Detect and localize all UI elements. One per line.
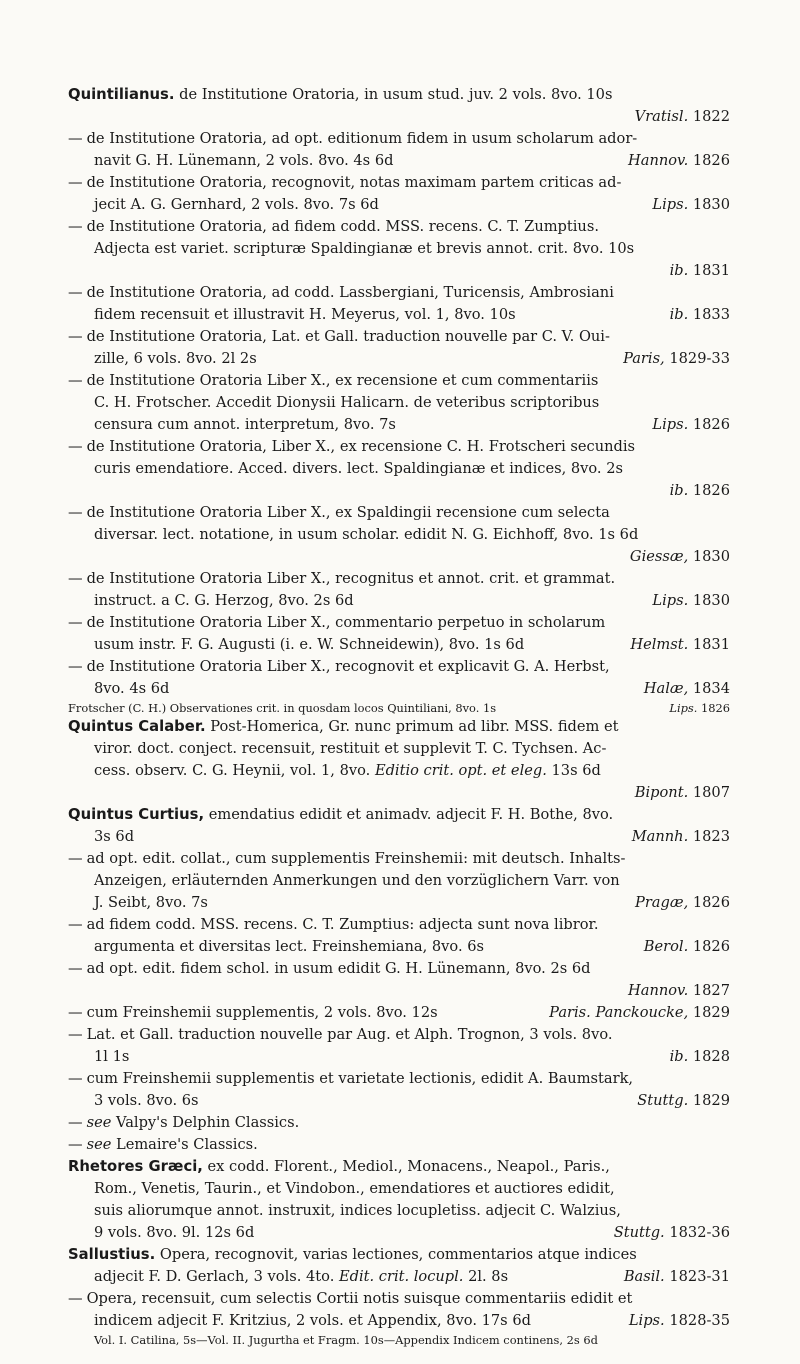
entry-text: viror. doct. conject. recensuit, restituit et supplevit T. C. Tychsen. Ac- — [94, 740, 607, 757]
entry-liber-x-eichhoff — [68, 502, 730, 568]
entry-text: de Institutione Oratoria Liber X., recognitus et annot. crit. et grammat. — [86, 570, 616, 587]
entry-quintus-calaber — [68, 716, 730, 804]
imprint-year: 1822 — [692, 108, 730, 125]
imprint-place: Lips. — [652, 416, 689, 433]
imprint-year: 1829-33 — [669, 350, 730, 367]
entry-text: 9 vols. 8vo. 9l. 12s 6d — [94, 1224, 255, 1241]
entry-quintilianus-1822 — [68, 84, 730, 128]
entry-sallustius-gerlach — [68, 1244, 730, 1288]
entry-text: Valpy's Delphin Classics. — [116, 1114, 300, 1131]
entry-text: cess. observ. C. G. Heynii, vol. 1, 8vo. — [94, 762, 371, 779]
entry-institutione-1829-33 — [68, 326, 730, 370]
entry-curtius-lunemann — [68, 958, 730, 1002]
catalogue-page — [68, 84, 730, 1348]
entry-heading: Rhetores Græci, — [68, 1158, 203, 1175]
imprint-place: Halæ, — [643, 680, 689, 697]
imprint-place: Hannov. — [628, 982, 689, 999]
imprint-place: Lips. — [628, 1312, 665, 1329]
imprint-year: 1828-35 — [669, 1312, 730, 1329]
entry-sallustius-volumes-note — [68, 1332, 730, 1348]
entry-text: emendatius edidit et animadv. adjecit F. H. Bothe, 8vo. — [208, 806, 614, 823]
entry-institutione-1830 — [68, 172, 730, 216]
imprint-year: 1823 — [692, 828, 730, 845]
ditto-dash: — — [68, 1136, 83, 1153]
imprint-place: Hannov. — [628, 152, 689, 169]
entry-text: ad fidem codd. MSS. recens. C. T. Zumptius: adjecta sunt nova libror. — [86, 916, 599, 933]
entry-text: argumenta et diversitas lect. Freinshemiana, 8vo. 6s — [94, 938, 484, 955]
entry-text: suis aliorumque annot. instruxit, indices locupletiss. adjecit C. Walzius, — [94, 1202, 621, 1219]
entry-institutione-1833 — [68, 282, 730, 326]
imprint-year: 1828 — [692, 1048, 730, 1065]
ditto-dash: — — [68, 570, 83, 587]
entry-text: 1l 1s — [94, 1048, 130, 1065]
entry-curtius-seibt — [68, 848, 730, 914]
entry-liber-x-frotscher — [68, 370, 730, 436]
entry-quintus-curtius — [68, 804, 730, 848]
entry-text: Rom., Venetis, Taurin., et Vindobon., emendatiores et auctiores edidit, — [94, 1180, 615, 1197]
entry-institutione-1826 — [68, 128, 730, 172]
imprint-place: Mannh. — [631, 828, 689, 845]
entry-text: de Institutione Oratoria, ad codd. Lassbergiani, Turicensis, Ambrosiani — [86, 284, 614, 301]
entry-text: zille, 6 vols. 8vo. 2l 2s — [94, 350, 257, 367]
entry-text: de Institutione Oratoria, recognovit, notas maximam partem criticas ad- — [86, 174, 622, 191]
imprint-place: Stuttg. — [637, 1092, 689, 1109]
entry-text: Vol. I. Catilina, 5s—Vol. II. Jugurtha et Fragm. 10s—Appendix Indicem continens, 2s 6d — [94, 1333, 598, 1347]
entry-text: instruct. a C. G. Herzog, 8vo. 2s 6d — [94, 592, 354, 609]
entry-liber-x-augusti — [68, 612, 730, 656]
imprint-place: Lips. — [652, 196, 689, 213]
entry-text: C. H. Frotscher. Accedit Dionysii Halicarn. de veteribus scriptoribus — [94, 394, 600, 411]
imprint-place: Bipont. — [634, 784, 689, 801]
ditto-dash: — — [68, 1026, 83, 1043]
ditto-dash: — — [68, 328, 83, 345]
entry-liber-x-herbst — [68, 656, 730, 700]
entry-text: ad opt. edit. collat., cum supplementis Freinshemii: mit deutsch. Inhalts- — [86, 850, 626, 867]
imprint-year: 1826 — [692, 152, 730, 169]
imprint-year: 1827 — [692, 982, 730, 999]
entry-text: de Institutione Oratoria Liber X., ex recensione et cum commentariis — [86, 372, 599, 389]
entry-text: diversar. lect. notatione, in usum scholar. edidit N. G. Eichhoff, 8vo. 1s 6d — [94, 526, 639, 543]
entry-text: 3 vols. 8vo. 6s — [94, 1092, 199, 1109]
imprint-place: ib. — [669, 1048, 689, 1065]
entry-text: 8vo. 4s 6d — [94, 680, 170, 697]
imprint-place: ib. — [669, 262, 689, 279]
ditto-dash: — — [68, 284, 83, 301]
entry-text: fidem recensuit et illustravit H. Meyerus, vol. 1, 8vo. 10s — [94, 306, 516, 323]
imprint-place: Giessæ, — [629, 548, 689, 565]
ditto-dash: — — [68, 658, 83, 675]
ditto-dash: — — [68, 130, 83, 147]
entry-text: Post-Homerica, Gr. nunc primum ad libr. MSS. fidem et — [210, 718, 619, 735]
entry-curtius-trognon — [68, 1024, 730, 1068]
entry-liber-x-herzog — [68, 568, 730, 612]
imprint-year: 1833 — [692, 306, 730, 323]
imprint-place: ib. — [669, 482, 689, 499]
entry-text: navit G. H. Lünemann, 2 vols. 8vo. 4s 6d — [94, 152, 394, 169]
ditto-dash: — — [68, 1004, 83, 1021]
entry-text: de Institutione Oratoria, Liber X., ex recensione C. H. Frotscheri secundis — [86, 438, 636, 455]
entry-text: de Institutione Oratoria Liber X., ex Spaldingii recensione cum selecta — [86, 504, 610, 521]
ditto-dash: — — [68, 1070, 83, 1087]
see-reference: see — [86, 1114, 112, 1131]
ditto-dash: — — [68, 372, 83, 389]
edition-note: Editio crit. opt. et eleg. — [374, 762, 547, 779]
price: 2l. 8s — [468, 1268, 509, 1285]
imprint-year: 1829 — [692, 1092, 730, 1109]
entry-see-valpy — [68, 1112, 730, 1134]
imprint-year: 1830 — [692, 548, 730, 565]
entry-curtius-zumptius — [68, 914, 730, 958]
imprint-year: 1829 — [692, 1004, 730, 1021]
imprint-year: 1826 — [692, 482, 730, 499]
ditto-dash: — — [68, 174, 83, 191]
entry-text: Lat. et Gall. traduction nouvelle par Aug. et Alph. Trognon, 3 vols. 8vo. — [86, 1026, 613, 1043]
ditto-dash: — — [68, 916, 83, 933]
imprint-year: 1834 — [692, 680, 730, 697]
entry-text: 3s 6d — [94, 828, 135, 845]
see-reference: see — [86, 1136, 112, 1153]
entry-text: curis emendatiore. Acced. divers. lect. Spaldingianæ et indices, 8vo. 2s — [94, 460, 623, 477]
entry-liber-x-frotscheri — [68, 436, 730, 502]
entry-text: Adjecta est variet. scripturæ Spaldingianæ et brevis annot. crit. 8vo. 10s — [94, 240, 635, 257]
entry-text: Opera, recognovit, varias lectiones, commentarios atque indices — [159, 1246, 637, 1263]
imprint-place: Berol. — [643, 938, 689, 955]
entry-text: indicem adjecit F. Kritzius, 2 vols. et Appendix, 8vo. 17s 6d — [94, 1312, 531, 1329]
entry-text: Frotscher (C. H.) Observationes crit. in quosdam locos Quintiliani, 8vo. 1s — [68, 701, 497, 715]
entry-heading: Sallustius. — [68, 1246, 156, 1263]
imprint-place: Paris. Panckoucke, — [549, 1004, 689, 1021]
entry-text: cum Freinshemii supplementis et varietate lectionis, edidit A. Baumstark, — [86, 1070, 634, 1087]
entry-text: censura cum annot. interpretum, 8vo. 7s — [94, 416, 396, 433]
imprint-year: 1830 — [692, 592, 730, 609]
entry-heading: Quintilianus. — [68, 86, 175, 103]
entry-text: cum Freinshemii supplementis, 2 vols. 8vo. 12s — [86, 1004, 438, 1021]
edition-note: Edit. crit. locupl. — [338, 1268, 464, 1285]
entry-heading: Quintus Calaber. — [68, 718, 206, 735]
imprint-year: 1831 — [692, 636, 730, 653]
entry-text: ad opt. edit. fidem schol. in usum edidit G. H. Lünemann, 8vo. 2s 6d — [86, 960, 591, 977]
ditto-dash: — — [68, 614, 83, 631]
imprint-place: Stuttg. — [613, 1224, 665, 1241]
ditto-dash: — — [68, 960, 83, 977]
entry-institutione-1831 — [68, 216, 730, 282]
imprint-year: 1826 — [692, 894, 730, 911]
entry-text: Anzeigen, erläuternden Anmerkungen und den vorzüglichern Varr. von — [94, 872, 620, 889]
imprint-place: ib. — [669, 306, 689, 323]
imprint-year: 1830 — [692, 196, 730, 213]
ditto-dash: — — [68, 438, 83, 455]
imprint-place: Basil. — [623, 1268, 665, 1285]
entry-text: Lemaire's Classics. — [116, 1136, 258, 1153]
imprint-place: Pragæ, — [635, 894, 689, 911]
entry-text: J. Seibt, 8vo. 7s — [94, 894, 208, 911]
entry-text: Opera, recensuit, cum selectis Cortii notis suisque commentariis edidit et — [86, 1290, 633, 1307]
price: 13s 6d — [551, 762, 601, 779]
imprint-place: Lips. — [669, 701, 698, 715]
entry-frotscher-observationes — [68, 700, 730, 716]
entry-sallustius-kritzius — [68, 1288, 730, 1332]
entry-text: jecit A. G. Gernhard, 2 vols. 8vo. 7s 6d — [94, 196, 379, 213]
entry-text: de Institutione Oratoria, Lat. et Gall. traduction nouvelle par C. V. Oui- — [86, 328, 610, 345]
imprint-place: Paris, — [623, 350, 665, 367]
ditto-dash: — — [68, 218, 83, 235]
ditto-dash: — — [68, 850, 83, 867]
entry-text: ex codd. Florent., Mediol., Monacens., Neapol., Paris., — [207, 1158, 610, 1175]
imprint-year: 1831 — [692, 262, 730, 279]
imprint-place: Vratisl. — [634, 108, 689, 125]
entry-text: de Institutione Oratoria Liber X., recognovit et explicavit G. A. Herbst, — [86, 658, 610, 675]
entry-text: adjecit F. D. Gerlach, 3 vols. 4to. — [94, 1268, 335, 1285]
imprint-year: 1832-36 — [669, 1224, 730, 1241]
entry-heading: Quintus Curtius, — [68, 806, 205, 823]
imprint-place: Helmst. — [630, 636, 689, 653]
entry-text: usum instr. F. G. Augusti (i. e. W. Schneidewin), 8vo. 1s 6d — [94, 636, 525, 653]
imprint-year: 1823-31 — [669, 1268, 730, 1285]
entry-rhetores-graeci — [68, 1156, 730, 1244]
imprint-year: 1826 — [701, 701, 730, 715]
ditto-dash: — — [68, 1114, 83, 1131]
imprint-year: 1826 — [692, 416, 730, 433]
entry-see-lemaire — [68, 1134, 730, 1156]
entry-text: de Institutione Oratoria, in usum stud. juv. 2 vols. 8vo. 10s — [179, 86, 613, 103]
entry-curtius-panckoucke — [68, 1002, 730, 1024]
ditto-dash: — — [68, 504, 83, 521]
entry-text: de Institutione Oratoria, ad fidem codd. MSS. recens. C. T. Zumptius. — [86, 218, 599, 235]
ditto-dash: — — [68, 1290, 83, 1307]
imprint-place: Lips. — [652, 592, 689, 609]
entry-text: de Institutione Oratoria Liber X., commentario perpetuo in scholarum — [86, 614, 606, 631]
imprint-year: 1807 — [692, 784, 730, 801]
imprint-year: 1826 — [692, 938, 730, 955]
entry-curtius-baumstark — [68, 1068, 730, 1112]
entry-text: de Institutione Oratoria, ad opt. editionum fidem in usum scholarum ador- — [86, 130, 638, 147]
